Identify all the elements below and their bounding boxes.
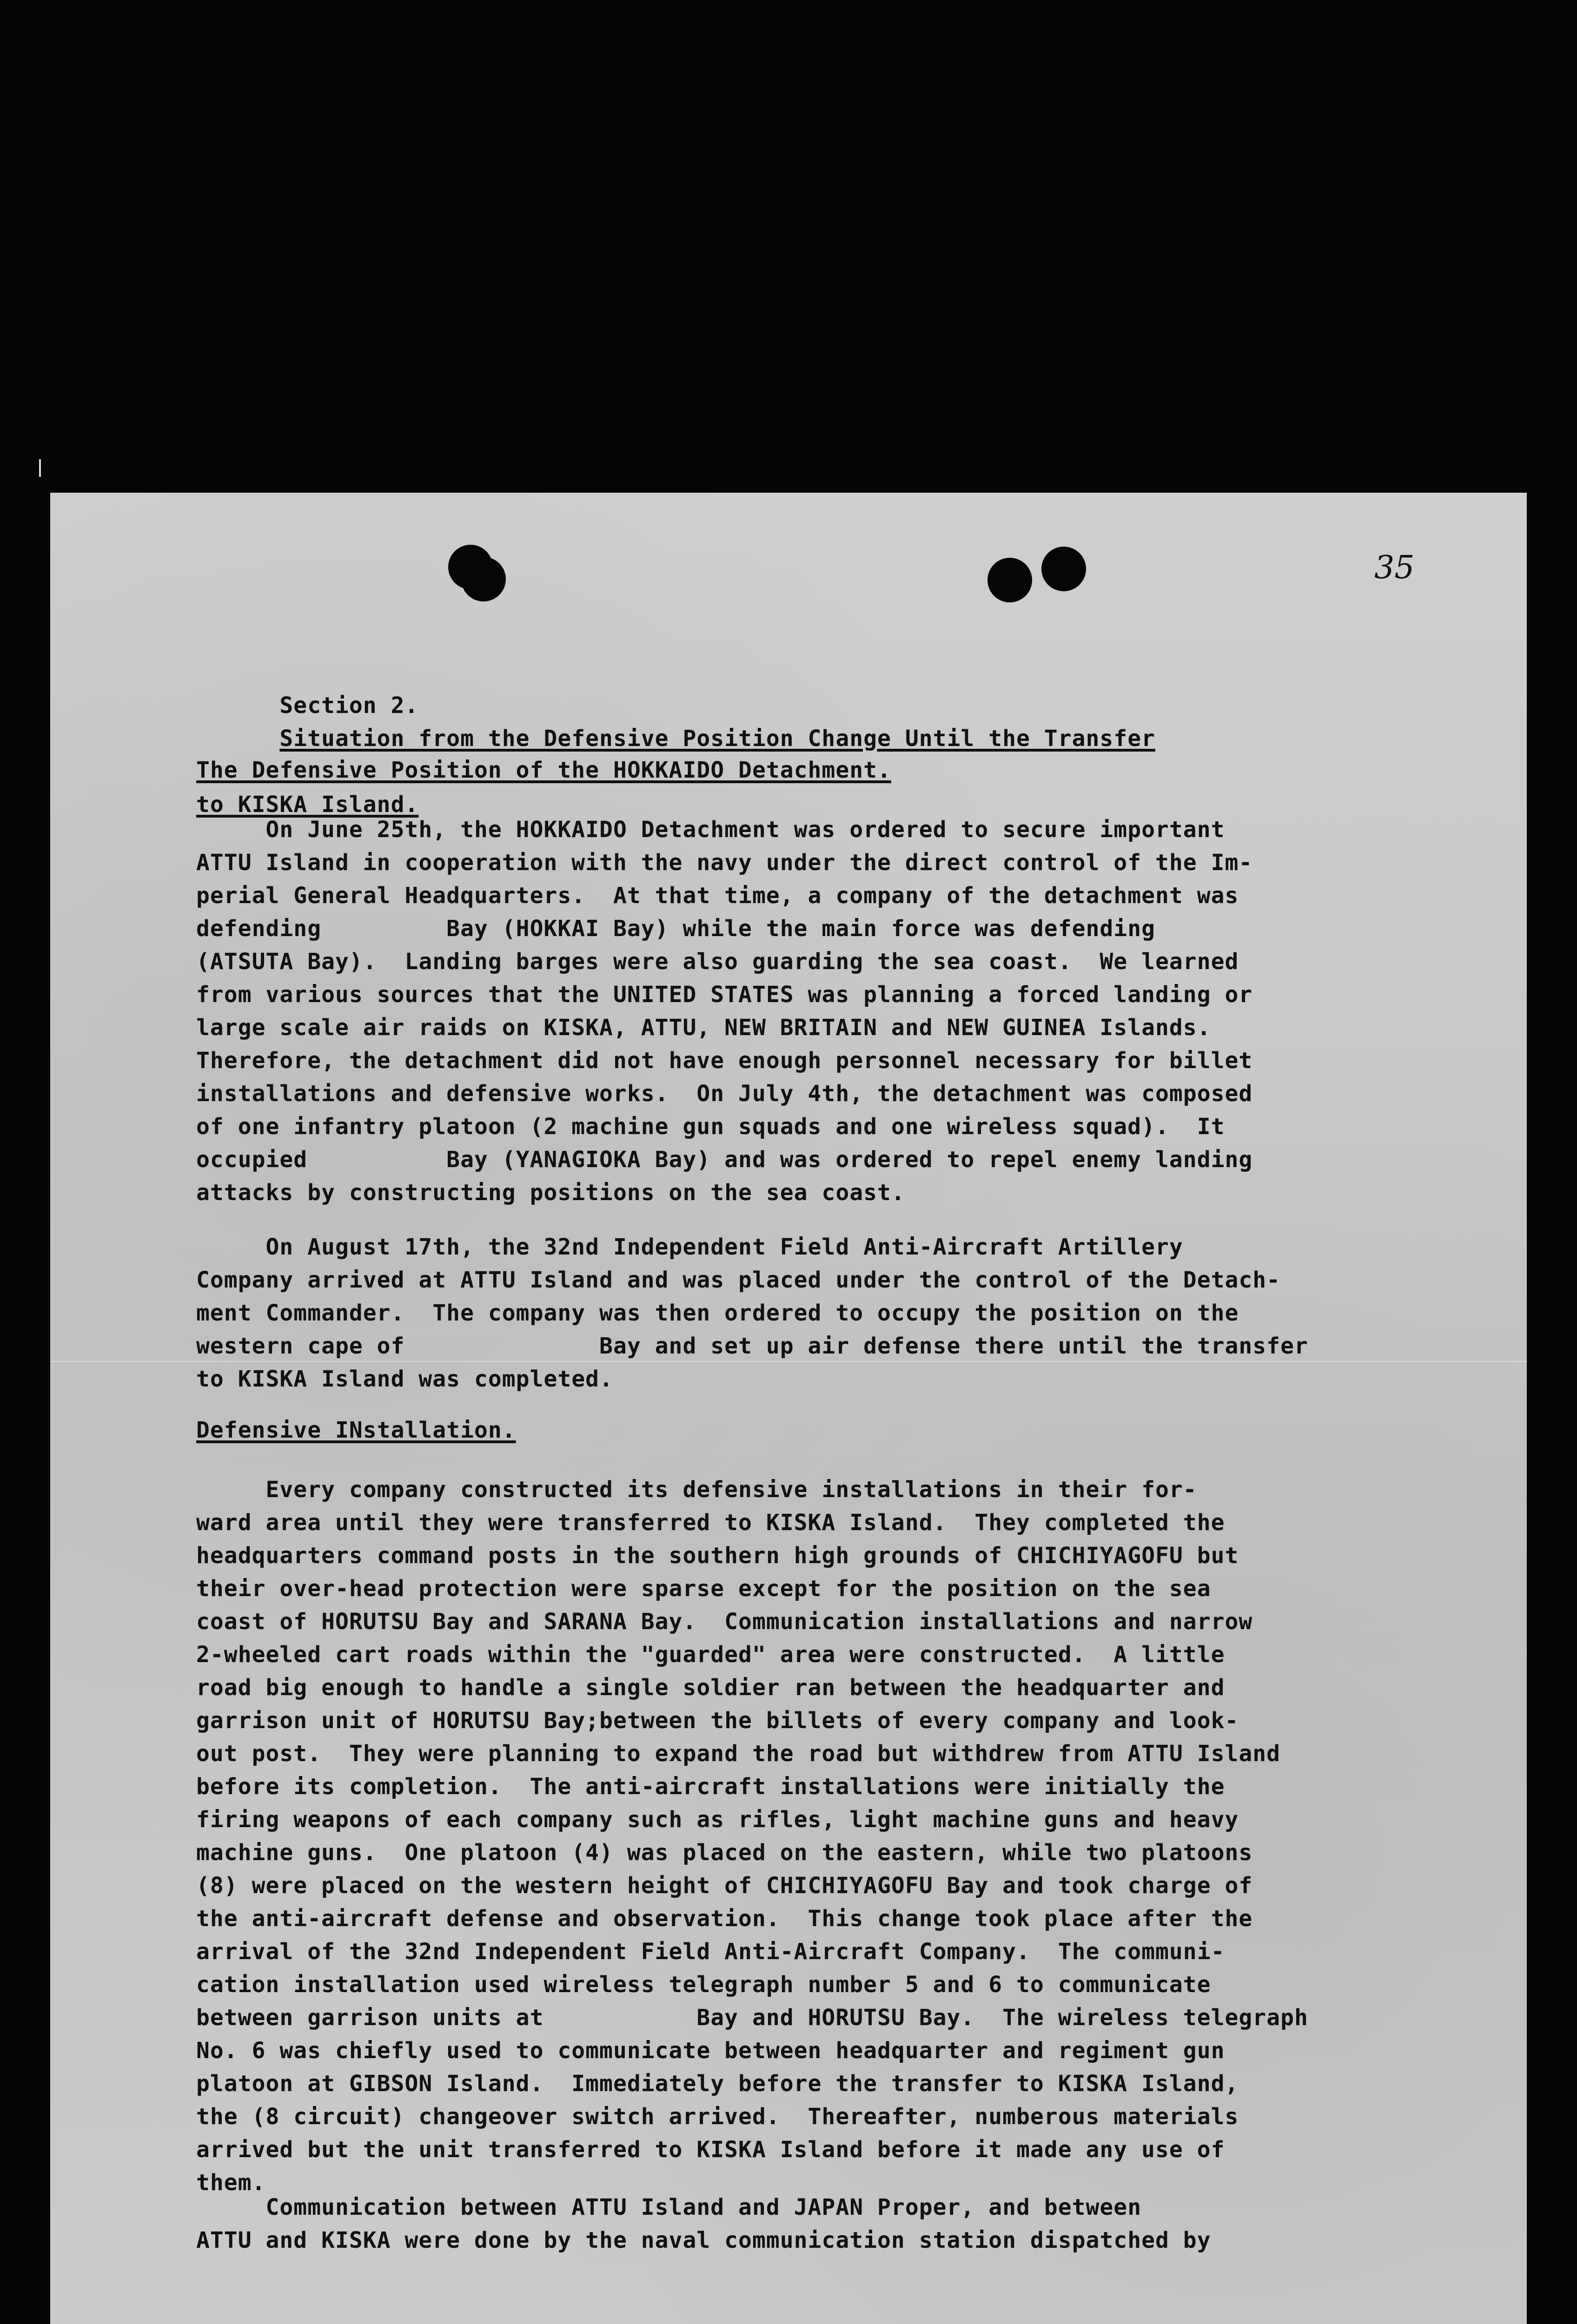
section-heading xyxy=(196,656,1155,821)
text-line: before its completion. The anti-aircraft installations were initially the xyxy=(196,1774,1225,1800)
text-line: from various sources that the UNITED STATES was planning a forced landing or xyxy=(196,982,1253,1008)
punch-hole xyxy=(987,558,1032,602)
text-line: (ATSUTA Bay). Landing barges were also guarding the sea coast. We learned xyxy=(196,949,1239,975)
subheading-defensive-position: The Defensive Position of the HOKKAIDO Detachment. xyxy=(196,757,891,783)
section-title-line1: Situation from the Defensive Position Change Until the Transfer xyxy=(279,726,1155,752)
text-line: 2-wheeled cart roads within the "guarded" area were constructed. A little xyxy=(196,1642,1225,1668)
punch-hole xyxy=(1041,547,1086,591)
text-line: ATTU and KISKA were done by the naval communication station dispatched by xyxy=(196,2227,1211,2253)
text-line: between garrison units at Bay and HORUTSU Bay. The wireless telegraph xyxy=(196,2005,1308,2031)
text-line: them. xyxy=(196,2170,266,2196)
text-line: out post. They were planning to expand the road but withdrew from ATTU Island xyxy=(196,1741,1281,1767)
text-line: occupied Bay (YANAGIOKA Bay) and was ordered to repel enemy landing xyxy=(196,1147,1253,1173)
text-line: of one infantry platoon (2 machine gun squads and one wireless squad). It xyxy=(196,1114,1225,1140)
text-line: road big enough to handle a single soldier ran between the headquarter and xyxy=(196,1675,1225,1701)
section-prefix: Section 2. xyxy=(279,693,419,719)
text-line: platoon at GIBSON Island. Immediately before the transfer to KISKA Island, xyxy=(196,2071,1239,2097)
text-line: Company arrived at ATTU Island and was placed under the control of the Detach- xyxy=(196,1267,1281,1293)
text-line: the (8 circuit) changeover switch arrived. Thereafter, numberous materials xyxy=(196,2104,1239,2130)
text-line: their over-head protection were sparse except for the position on the sea xyxy=(196,1576,1211,1602)
text-line: ment Commander. The company was then ordered to occupy the position on the xyxy=(196,1300,1239,1326)
text-line: firing weapons of each company such as rifles, light machine guns and heavy xyxy=(196,1807,1239,1833)
text-line: Communication between ATTU Island and JAPAN Proper, and between xyxy=(196,2194,1142,2220)
text-line: Every company constructed its defensive installations in their for- xyxy=(196,1477,1197,1503)
text-line: installations and defensive works. On July 4th, the detachment was composed xyxy=(196,1081,1253,1107)
text-line: arrived but the unit transferred to KISKA Island before it made any use of xyxy=(196,2137,1225,2163)
text-line: Therefore, the detachment did not have enough personnel necessary for billet xyxy=(196,1048,1253,1074)
text-line: large scale air raids on KISKA, ATTU, NEW BRITAIN and NEW GUINEA Islands. xyxy=(196,1015,1211,1041)
section-title-line2: to KISKA Island. xyxy=(196,792,419,818)
left-margin-mark xyxy=(39,459,41,477)
text-line: coast of HORUTSU Bay and SARANA Bay. Communication installations and narrow xyxy=(196,1609,1253,1635)
text-line: defending Bay (HOKKAI Bay) while the main force was defending xyxy=(196,916,1155,942)
text-line: cation installation used wireless telegraph number 5 and 6 to communicate xyxy=(196,1972,1211,1998)
text-line: perial General Headquarters. At that time, a company of the detachment was xyxy=(196,883,1239,909)
text-line: ward area until they were transferred to KISKA Island. They completed the xyxy=(196,1510,1225,1536)
text-line: to KISKA Island was completed. xyxy=(196,1366,613,1392)
text-line: No. 6 was chiefly used to communicate between headquarter and regiment gun xyxy=(196,2038,1225,2064)
text-line: western cape of Bay and set up air defense there until the transfer xyxy=(196,1333,1308,1359)
text-line: On June 25th, the HOKKAIDO Detachment was ordered to secure important xyxy=(196,817,1225,843)
document-page xyxy=(50,493,1527,2324)
subheading-defensive-installation: Defensive INstallation. xyxy=(196,1417,516,1443)
page-number: 35 xyxy=(1374,549,1415,586)
text-line: arrival of the 32nd Independent Field Anti-Aircraft Company. The communi- xyxy=(196,1939,1225,1965)
text-line: ATTU Island in cooperation with the navy under the direct control of the Im- xyxy=(196,850,1253,876)
paragraph-2 xyxy=(196,1231,1308,1396)
text-line: the anti-aircraft defense and observation. This change took place after the xyxy=(196,1906,1253,1932)
text-line: (8) were placed on the western height of CHICHIYAGOFU Bay and took charge of xyxy=(196,1873,1253,1899)
paragraph-1 xyxy=(196,813,1252,1209)
scan-fold-line xyxy=(50,1361,1527,1362)
punch-hole xyxy=(461,557,506,601)
text-line: On August 17th, the 32nd Independent Field Anti-Aircraft Artillery xyxy=(196,1234,1183,1260)
paragraph-3 xyxy=(196,1473,1308,2199)
text-line: machine guns. One platoon (4) was placed on the eastern, while two platoons xyxy=(196,1840,1253,1866)
text-line: garrison unit of HORUTSU Bay;between the billets of every company and look- xyxy=(196,1708,1239,1734)
paragraph-4 xyxy=(196,2191,1211,2257)
text-line: headquarters command posts in the southern high grounds of CHICHIYAGOFU but xyxy=(196,1543,1239,1569)
text-line: attacks by constructing positions on the sea coast. xyxy=(196,1180,905,1206)
